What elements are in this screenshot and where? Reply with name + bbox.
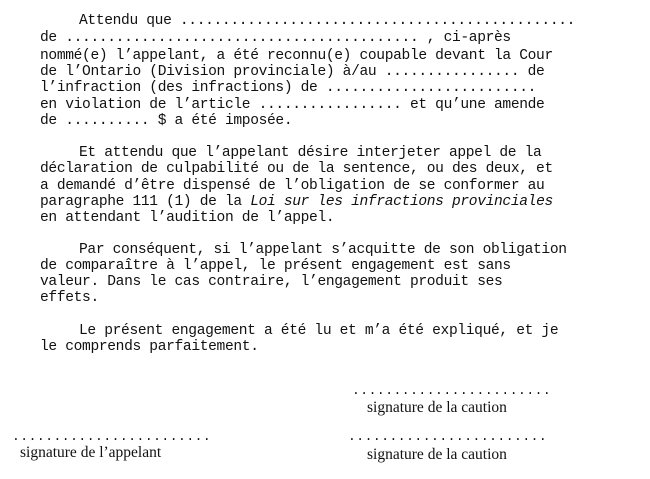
surety-signature-label-1: signature de la caution	[367, 399, 507, 416]
para3-line1: Par conséquent, si l’appelant s’acquitte de son obligation	[79, 242, 567, 258]
para2-line1: Et attendu que l’appelant désire interjeter appel de la	[79, 145, 542, 161]
para3-line2: de comparaître à l’appel, le présent engagement est sans	[40, 258, 511, 274]
para1-line2: de .......................................... , ci-après	[40, 30, 511, 46]
para1-line7: de .......... $ a été imposée.	[40, 113, 293, 129]
para2-line3: a demandé d’être dispensé de l’obligation de se conformer au	[40, 178, 545, 194]
para3-line4: effets.	[40, 290, 99, 306]
para2-line5: en attendant l’audition de l’appel.	[40, 210, 335, 226]
para3-line3: valeur. Dans le cas contraire, l’engagement produit ses	[40, 274, 503, 290]
appellant-signature-label: signature de l’appelant	[20, 444, 162, 461]
para4-line1: Le présent engagement a été lu et m’a été expliqué, et je	[79, 323, 559, 339]
surety-signature-line-2: ........................	[348, 429, 548, 444]
para2-line4	[40, 194, 553, 210]
para1-line5: l’infraction (des infractions) de .........................	[40, 80, 537, 96]
appellant-signature-line: ........................	[12, 429, 212, 444]
para1-line4: de l’Ontario (Division provinciale) à/au ................ de	[40, 64, 545, 80]
para2-line2: déclaration de culpabilité ou de la sentence, ou des deux, et	[40, 161, 553, 177]
surety-signature-label-2: signature de la caution	[367, 446, 507, 463]
para4-line2: le comprends parfaitement.	[40, 339, 259, 355]
para1-line3: nommé(e) l’appelant, a été reconnu(e) coupable devant la Cour	[40, 48, 553, 64]
act-title: Loi sur les infractions provinciales	[250, 194, 553, 210]
para2-line4-text: paragraphe 111 (1) de la	[40, 194, 251, 210]
surety-signature-line-1: ........................	[352, 383, 552, 398]
para1-line6: en violation de l’article ................. et qu’une amende	[40, 97, 545, 113]
para1-line1: Attendu que ...............................................	[79, 13, 576, 29]
